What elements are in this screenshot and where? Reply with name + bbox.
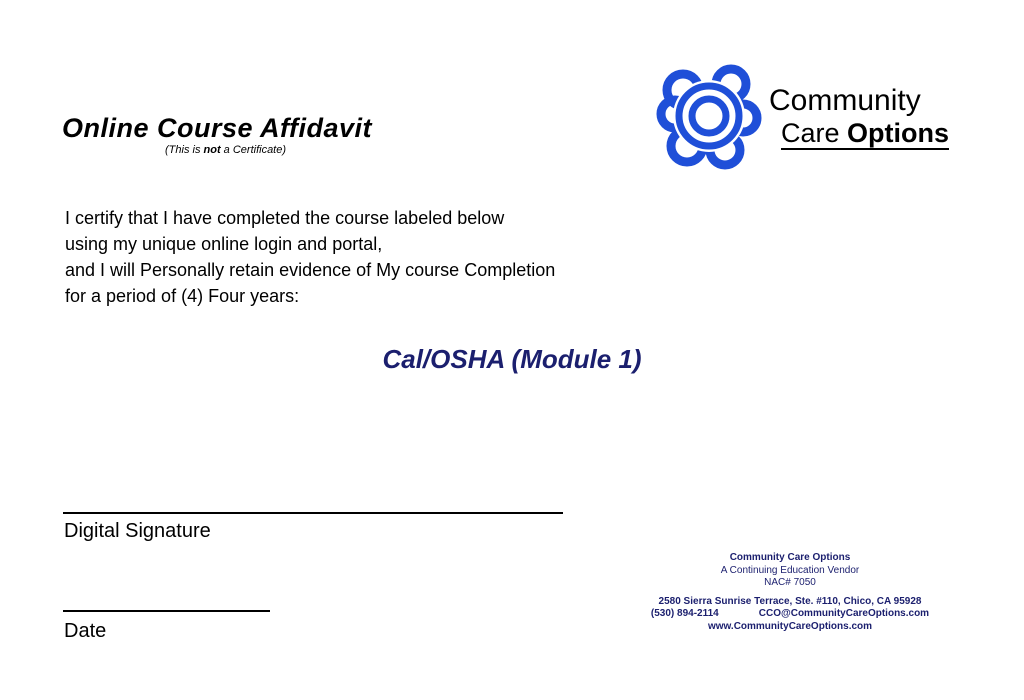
circles-logo-icon xyxy=(655,62,763,170)
certification-line: for a period of (4) Four years: xyxy=(65,286,300,306)
footer-contact-row xyxy=(560,608,1020,621)
contact-footer xyxy=(560,552,1020,633)
footer-email[interactable]: CCO@CommunityCareOptions.com xyxy=(758,608,930,619)
footer-nac: NAC# 7050 xyxy=(764,577,816,588)
logo-text-community: Community xyxy=(769,84,921,117)
subtitle-pre: (This is xyxy=(165,144,204,156)
signature-label: Digital Signature xyxy=(64,520,211,542)
date-label: Date xyxy=(64,620,107,642)
subtitle-post: a Certificate) xyxy=(220,144,287,156)
logo-text-care-options xyxy=(781,118,949,150)
subtitle-emphasis: not xyxy=(203,144,221,156)
certification-line: I certify that I have completed the course labeled below xyxy=(65,208,505,228)
course-name: Cal/OSHA (Module 1) xyxy=(382,344,642,374)
logo-text-care: Care xyxy=(781,118,840,148)
footer-website[interactable]: www.CommunityCareOptions.com xyxy=(707,620,873,632)
date-line xyxy=(63,610,270,612)
logo-text-options: Options xyxy=(847,118,950,148)
page-title: Online Course Affidavit xyxy=(62,113,373,143)
footer-address: 2580 Sierra Sunrise Terrace, Ste. #110, Chico, CA 95928 xyxy=(658,595,922,607)
signature-line xyxy=(63,512,563,514)
footer-phone: (530) 894-2114 xyxy=(650,608,719,619)
footer-tagline: A Continuing Education Vendor xyxy=(720,564,860,576)
certification-line: using my unique online login and portal, xyxy=(65,234,383,254)
certification-statement xyxy=(65,205,555,309)
certification-line: and I will Personally retain evidence of My course Completion xyxy=(65,260,556,280)
page-subtitle xyxy=(165,144,286,156)
footer-org: Community Care Options xyxy=(729,552,851,563)
